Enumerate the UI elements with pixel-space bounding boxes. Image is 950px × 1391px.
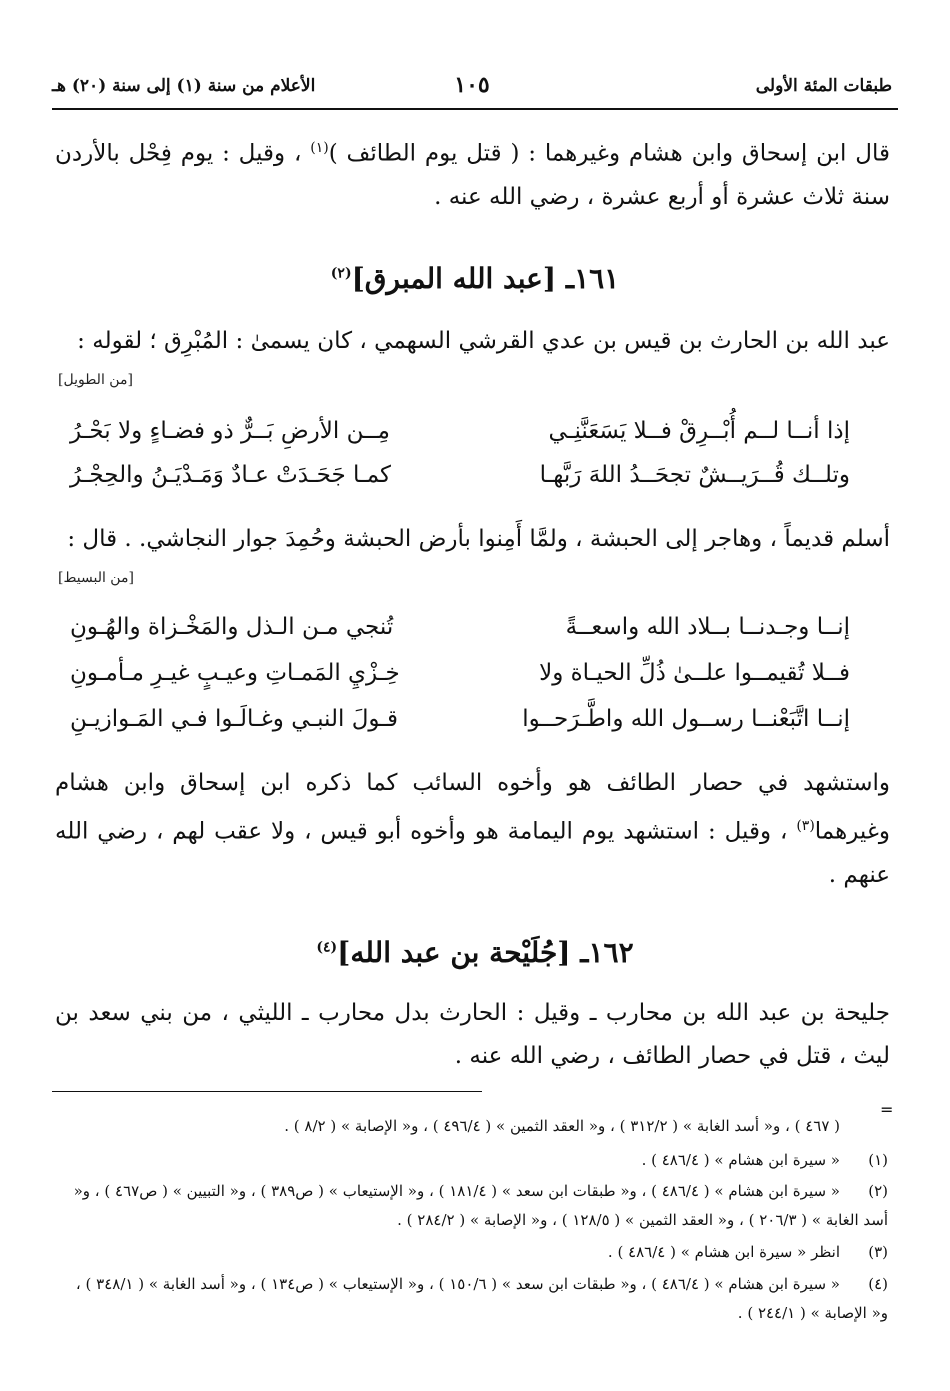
footnote-continuation-mark: = xyxy=(880,1100,894,1119)
poem-verse xyxy=(70,614,850,658)
poem-verse xyxy=(70,706,850,750)
entry-162-paragraph: جليحة بن عبد الله بن محارب ـ وقيل : الحارث بدل محارب ـ الليثي ، من بني سعد بن ليث ، قتل في حصار الطائف ، رضي الله عنه . xyxy=(55,1000,890,1069)
entry-162-title-text: ١٦٢ـ [جُلَيْحة بن عبد الله] xyxy=(337,936,634,969)
verse-second-hemistich: كمـا جَحَـدَتْ عـادٌ وَمَـدْيَـنُ والحِجْـرُ xyxy=(70,462,391,488)
verse-first-hemistich: إذا أنــا لــم أُبْــرِقْ فــلا يَسَعَنَّنِـي xyxy=(548,418,850,444)
verse-second-hemistich: تُنجي مـن الـذل والمَخْـزاة والهُـونِ xyxy=(70,614,394,640)
verse-second-hemistich: خِـزْيِ المَمـاتِ وعيـبٍ غيـرِ مـأمـونِ xyxy=(70,660,400,686)
footnote-item xyxy=(55,1146,888,1175)
intro-text-a: قال ابن إسحاق وابن هشام وغيرهما : ( قتل يوم الطائف ) xyxy=(328,140,890,167)
entry-161-paragraph-3-text-a: واستشهد في حصار الطائف هو وأخوه السائب كما ذكره ابن إسحاق وابن هشام وغيرهما xyxy=(55,770,890,845)
entry-162-title xyxy=(0,936,950,969)
footnote-number: (١) xyxy=(868,1151,888,1169)
footnote-item xyxy=(55,1270,888,1328)
footnote-text: « سيرة ابن هشام » ( ٤٨٦/٤ ) . xyxy=(641,1151,840,1169)
poem-verse xyxy=(70,660,850,704)
verse-second-hemistich: قـولَ النبـي وغـالَـوا فـي المَـوازيـنِ xyxy=(70,706,399,732)
entry-161-paragraph-1: عبد الله بن الحارث بن قيس بن عدي القرشي السهمي ، كان يسمىٰ : المُبْرِق ؛ لقوله : xyxy=(77,328,890,354)
entry-161-paragraph-3 xyxy=(55,762,890,897)
verse-second-hemistich: مِــن الأرضِ بَــرٌّ ذو فضـاءٍ ولا بَحْـرُ xyxy=(70,418,390,444)
poem-meter-label: [من الطويل] xyxy=(58,372,133,388)
poem-verse xyxy=(70,418,850,462)
entry-161-paragraph-2: أسلم قديماً ، وهاجر إلى الحبشة ، ولمَّا أَمِنوا بأرض الحبشة وحُمِدَ جوار النجاشي. . قال : xyxy=(67,526,890,552)
intro-text-b: ، وقيل : يوم فِحْل بالأردن سنة ثلاث عشرة أو أربع عشرة ، رضي الله عنه . xyxy=(55,140,890,210)
footnote-number: (٤) xyxy=(868,1275,888,1293)
footnote-item xyxy=(55,1238,888,1267)
poem-verse xyxy=(70,462,850,506)
footnote-ref[interactable]: (٤) xyxy=(316,939,338,956)
footnote-continuation: ( ٤٦٧ ) ، و« أسد الغابة » ( ٣١٢/٢ ) ، و« العقد الثمين » ( ٤٩٦/٤ ) ، و« الإصابة » ( ٨/٢ ) . xyxy=(284,1117,840,1135)
footnote-ref[interactable]: (١) xyxy=(310,140,329,156)
footnote-ref[interactable]: (٢) xyxy=(330,265,352,282)
entry-161-title-text: ١٦١ـ [عبد الله المبرق] xyxy=(351,262,620,295)
section-title: الأعلام من سنة (١) إلى سنة (٢٠) هـ xyxy=(52,76,316,96)
verse-first-hemistich: إنــا وجـدنــا بــلاد الله واسعــةً xyxy=(565,614,850,640)
intro-paragraph xyxy=(55,127,890,219)
footnote-number: (٢) xyxy=(868,1182,888,1200)
footnote-rule xyxy=(52,1091,482,1092)
footnote-text: انظر « سيرة ابن هشام » ( ٤٨٦/٤ ) . xyxy=(607,1243,840,1261)
footnote-text: « سيرة ابن هشام » ( ٤٨٦/٤ ) ، و« طبقات ابن سعد » ( ١٥٠/٦ ) ، و« الإستيعاب » ( ص١٣٤ ) ، و« أسد الغابة » ( ٣٤٨/١ ) ، و« الإصابة » ( ٢٤٤/١ ) . xyxy=(75,1275,888,1322)
poem-meter-label: [من البسيط] xyxy=(58,570,134,586)
entry-161-title xyxy=(0,262,950,295)
footnote-item xyxy=(55,1177,888,1235)
verse-first-hemistich: وتلــك قُــرَيــشٌ تجحَــدُ اللهَ رَبَّهـا xyxy=(539,462,850,488)
header-rule xyxy=(52,108,898,110)
verse-first-hemistich: فــلا تُقيمــوا علــىٰ ذُلِّ الحيـاة ولا xyxy=(539,660,850,686)
running-header xyxy=(52,72,892,104)
footnote-number: (٣) xyxy=(868,1243,888,1261)
footnote-text: « سيرة ابن هشام » ( ٤٨٦/٤ ) ، و« طبقات ابن سعد » ( ١٨١/٤ ) ، و« الإستيعاب » ( ص٣٨٩ ) ، و« التبيين » ( ص٤٦٧ ) ، و« أسد الغابة » ( ٢٠٦/٣ ) ، و« العقد الثمين » ( ١٢٨/٥ ) ، و« الإصابة » ( ٢٨٤/٢ ) . xyxy=(73,1182,888,1229)
footnote-ref[interactable]: (٣) xyxy=(796,818,815,834)
entry-161-paragraph-3-text-b: ، وقيل : استشهد يوم اليمامة هو وأخوه أبو قيس ، ولا عقب لهم ، رضي الله عنهم . xyxy=(55,818,890,888)
verse-first-hemistich: إنــا اتَّبَعْنــا رســول الله واطَّـرَحــوا xyxy=(522,706,850,732)
book-title: طبقات المئة الأولى xyxy=(755,76,892,96)
page-number: ١٠٥ xyxy=(454,72,490,98)
